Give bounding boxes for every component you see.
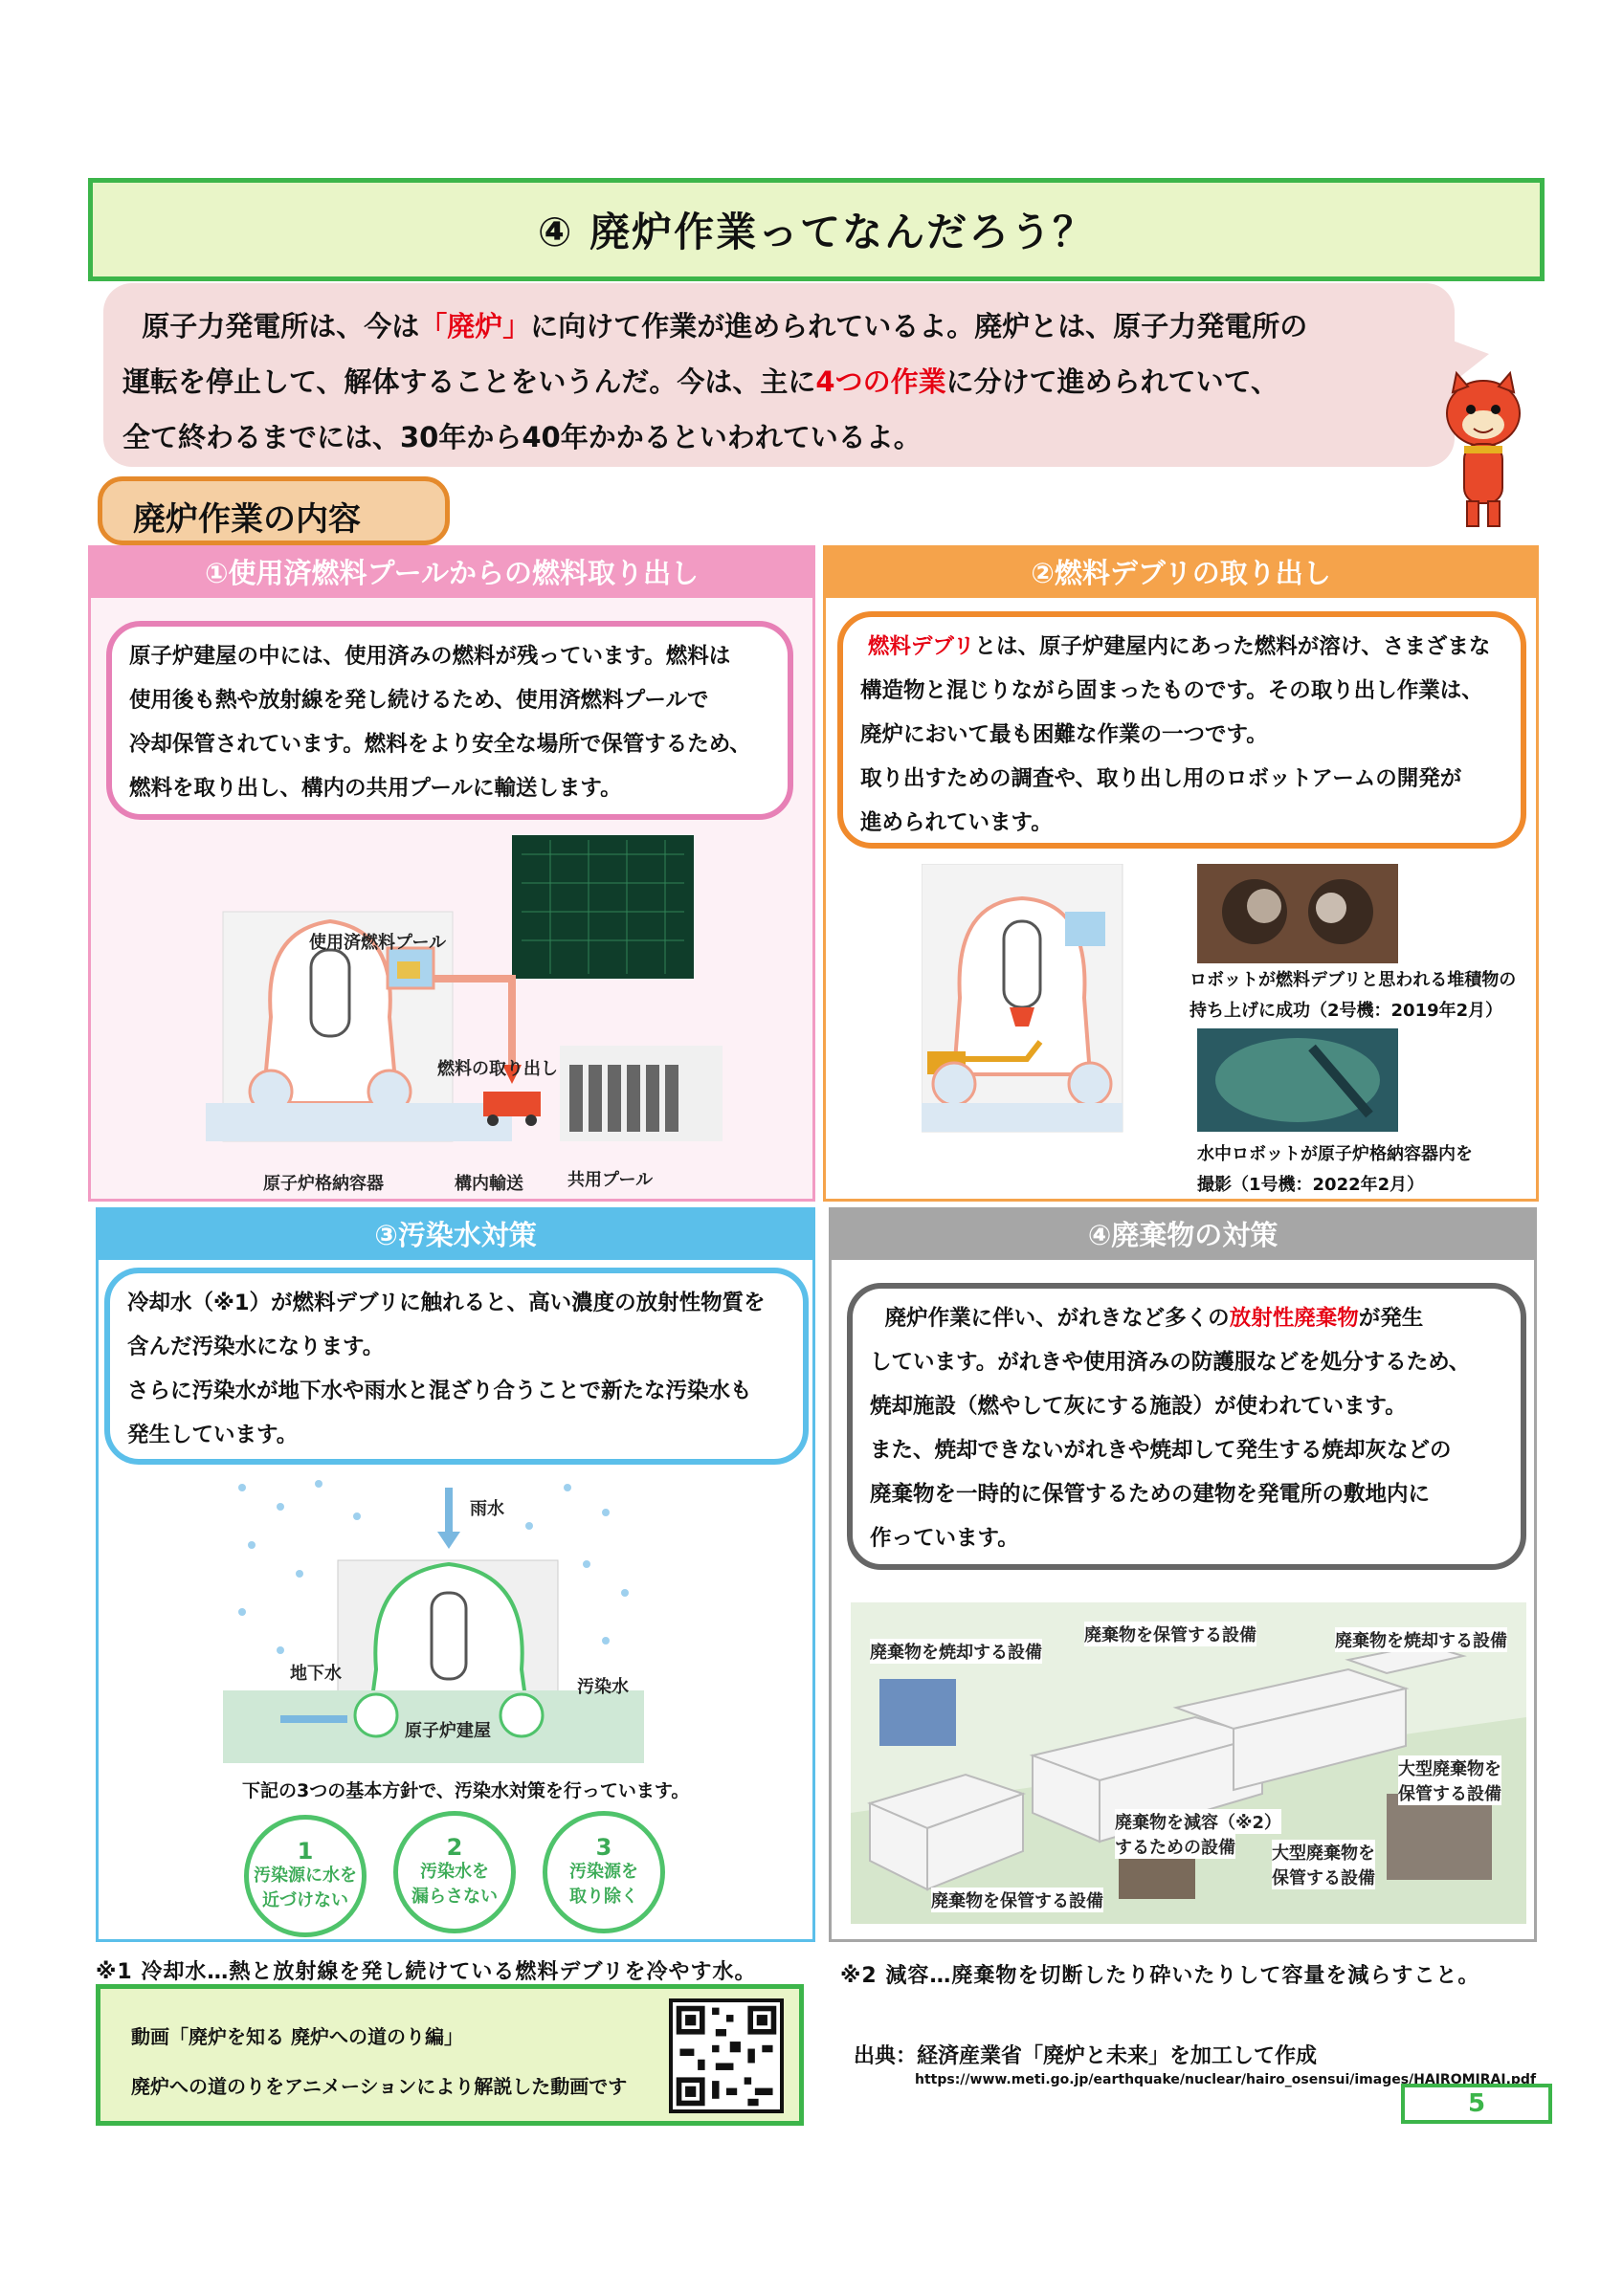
waste-label-incinerate-1: 廃棄物を焼却する設備 <box>870 1639 1042 1664</box>
mascot-illustration <box>1435 367 1531 532</box>
footnote-1: ※1 冷却水…熱と放射線を発し続けている燃料デブリを冷やす水。 <box>96 1960 757 1984</box>
label-transport: 構内輸送 <box>455 1174 523 1194</box>
text-line: 廃炉作業に伴い、がれきなど多くの放射性廃棄物が発生 <box>884 1306 1424 1331</box>
panel-contaminated-water <box>96 1207 815 1942</box>
debris-photo-2 <box>1197 1028 1398 1132</box>
waste-label-storage-2: 廃棄物を保管する設備 <box>931 1888 1103 1912</box>
policy-text-2: 近づけない <box>262 1890 348 1910</box>
text-line: 発生しています。 <box>127 1423 299 1447</box>
label-reactor-building: 原子炉建屋 <box>405 1721 491 1741</box>
section-tab: 廃炉作業の内容 <box>98 476 450 545</box>
panel-spent-fuel-text <box>106 621 793 820</box>
text-line: 燃料デブリとは、原子炉建屋内にあった燃料が溶け、さまざまな <box>867 634 1491 659</box>
label-containment: 原子炉格納容器 <box>263 1174 384 1194</box>
video-description: 廃炉への道のりをアニメーションにより解説した動画です <box>131 2075 628 2098</box>
source-text: 出典：経済産業省「廃炉と未来」を加工して作成 <box>854 2044 1318 2068</box>
label-common-pool: 共用プール <box>567 1170 654 1190</box>
label-contaminated-water: 汚染水 <box>577 1677 629 1697</box>
intro-line-3: 全て終わるまでには、30年から40年かかるといわれているよ。 <box>122 421 922 453</box>
debris-photo-2-caption <box>1197 1139 1473 1201</box>
policy-number: 2 <box>446 1834 463 1861</box>
qr-code[interactable] <box>669 1998 784 2113</box>
panel-contaminated-water-header: ③汚染水対策 <box>99 1210 812 1260</box>
caption-line: 持ち上げに成功（2号機：2019年2月） <box>1189 1001 1503 1021</box>
video-box <box>96 1984 804 2126</box>
policy-text-1: 汚染源に水を <box>254 1866 357 1886</box>
text-line: また、焼却できないがれきや焼却して発生する焼却灰などの <box>870 1438 1452 1463</box>
text-line: 原子炉建屋の中には、使用済みの燃料が残っています。燃料は <box>129 644 731 669</box>
intro-bubble <box>103 283 1455 467</box>
text-line: 作っています。 <box>870 1526 1019 1551</box>
text-line: しています。がれきや使用済みの防護服などを処分するため、 <box>870 1350 1471 1375</box>
debris-photo-1-caption <box>1189 965 1516 1027</box>
policy-text-2: 漏らさない <box>411 1887 498 1907</box>
panel-spent-fuel <box>88 545 815 1202</box>
panel-spent-fuel-header: ①使用済燃料プールからの燃料取り出し <box>91 548 812 598</box>
fuel-debris-diagram <box>922 864 1132 1141</box>
policy-number: 1 <box>297 1838 314 1865</box>
waste-label-storage-1: 廃棄物を保管する設備 <box>1084 1622 1256 1646</box>
footnote-2: ※2 減容…廃棄物を切断したり砕いたりして容量を減らすこと。 <box>840 1964 1480 1988</box>
source-url[interactable]: https://www.meti.go.jp/earthquake/nuclear/hairo_osensui/images/HAIROMIRAI.pdf <box>915 2072 1537 2087</box>
waste-label-large-storage-1a: 大型廃棄物を <box>1398 1755 1501 1780</box>
caption-line: ロボットが燃料デブリと思われる堆積物の <box>1189 970 1517 990</box>
text-line: 廃炉において最も困難な作業の一つです。 <box>860 722 1268 747</box>
policy-circle-1 <box>244 1815 367 1937</box>
text-line: さらに汚染水が地下水や雨水と混ざり合うことで新たな汚染水も <box>127 1379 752 1403</box>
waste-label-incinerate-2: 廃棄物を焼却する設備 <box>1335 1627 1507 1652</box>
intro-line-1: 原子力発電所は、今は「廃炉」に向けて作業が進められているよ。廃炉とは、原子力発電所の <box>142 310 1308 342</box>
policy-text: 下記の3つの基本方針で、汚染水対策を行っています。 <box>242 1780 690 1801</box>
waste-label-reduction-a: 廃棄物を減容（※2） <box>1115 1809 1281 1834</box>
panel-waste <box>829 1207 1537 1942</box>
waste-label-large-storage-2a: 大型廃棄物を <box>1272 1840 1375 1865</box>
panel-fuel-debris <box>823 545 1539 1202</box>
panel-waste-text <box>847 1283 1526 1570</box>
text-line: 冷却保管されています。燃料をより安全な場所で保管するため、 <box>129 732 751 757</box>
intro-line-2: 運転を停止して、解体することをいうんだ。今は、主に4つの作業に分けて進められていて、 <box>122 365 1279 398</box>
label-spent-fuel-pool: 使用済燃料プール <box>309 933 447 953</box>
panel-contaminated-water-text <box>104 1268 809 1465</box>
waste-label-large-storage-2b: 保管する設備 <box>1272 1865 1375 1889</box>
page-title: ④ 廃炉作業ってなんだろう？ <box>88 178 1545 281</box>
caption-line: 水中ロボットが原子炉格納容器内を <box>1197 1144 1473 1164</box>
panel-fuel-debris-header: ②燃料デブリの取り出し <box>826 548 1536 598</box>
policy-text-2: 取り除く <box>569 1887 638 1907</box>
text-line: 構造物と混じりながら固まったものです。その取り出し作業は、 <box>860 678 1483 703</box>
video-title: 動画「廃炉を知る 廃炉への道のり編」 <box>131 2025 463 2048</box>
text-line: 進められています。 <box>860 810 1053 835</box>
policy-circle-2 <box>393 1811 516 1933</box>
waste-label-reduction-b: するための設備 <box>1115 1834 1235 1859</box>
panel-fuel-debris-text <box>837 611 1526 849</box>
debris-photo-1 <box>1197 864 1398 963</box>
panel-waste-header: ④廃棄物の対策 <box>832 1210 1534 1260</box>
label-rainwater: 雨水 <box>470 1499 504 1519</box>
label-groundwater: 地下水 <box>290 1664 342 1684</box>
text-line: 冷却水（※1）が燃料デブリに触れると、高い濃度の放射性物質を <box>127 1291 766 1315</box>
policy-circle-3 <box>543 1811 665 1933</box>
text-line: 使用後も熱や放射線を発し続けるため、使用済燃料プールで <box>129 688 709 713</box>
caption-line: 撮影（1号機：2022年2月） <box>1197 1175 1425 1195</box>
label-fuel-takeout: 燃料の取り出し <box>437 1059 558 1079</box>
text-line: 取り出すための調査や、取り出し用のロボットアームの開発が <box>860 766 1462 791</box>
page-number: 5 <box>1401 2084 1552 2124</box>
waste-label-large-storage-1b: 保管する設備 <box>1398 1780 1501 1805</box>
policy-number: 3 <box>595 1834 612 1861</box>
spent-fuel-diagram <box>110 835 799 1199</box>
text-line: 焼却施設（燃やして灰にする施設）が使われています。 <box>870 1394 1407 1419</box>
policy-text-1: 汚染水を <box>420 1862 489 1882</box>
text-line: 廃棄物を一時的に保管するための建物を発電所の敷地内に <box>870 1482 1431 1507</box>
text-line: 燃料を取り出し、構内の共用プールに輸送します。 <box>129 776 622 801</box>
text-line: 含んだ汚染水になります。 <box>127 1335 385 1359</box>
policy-text-1: 汚染源を <box>569 1862 638 1882</box>
